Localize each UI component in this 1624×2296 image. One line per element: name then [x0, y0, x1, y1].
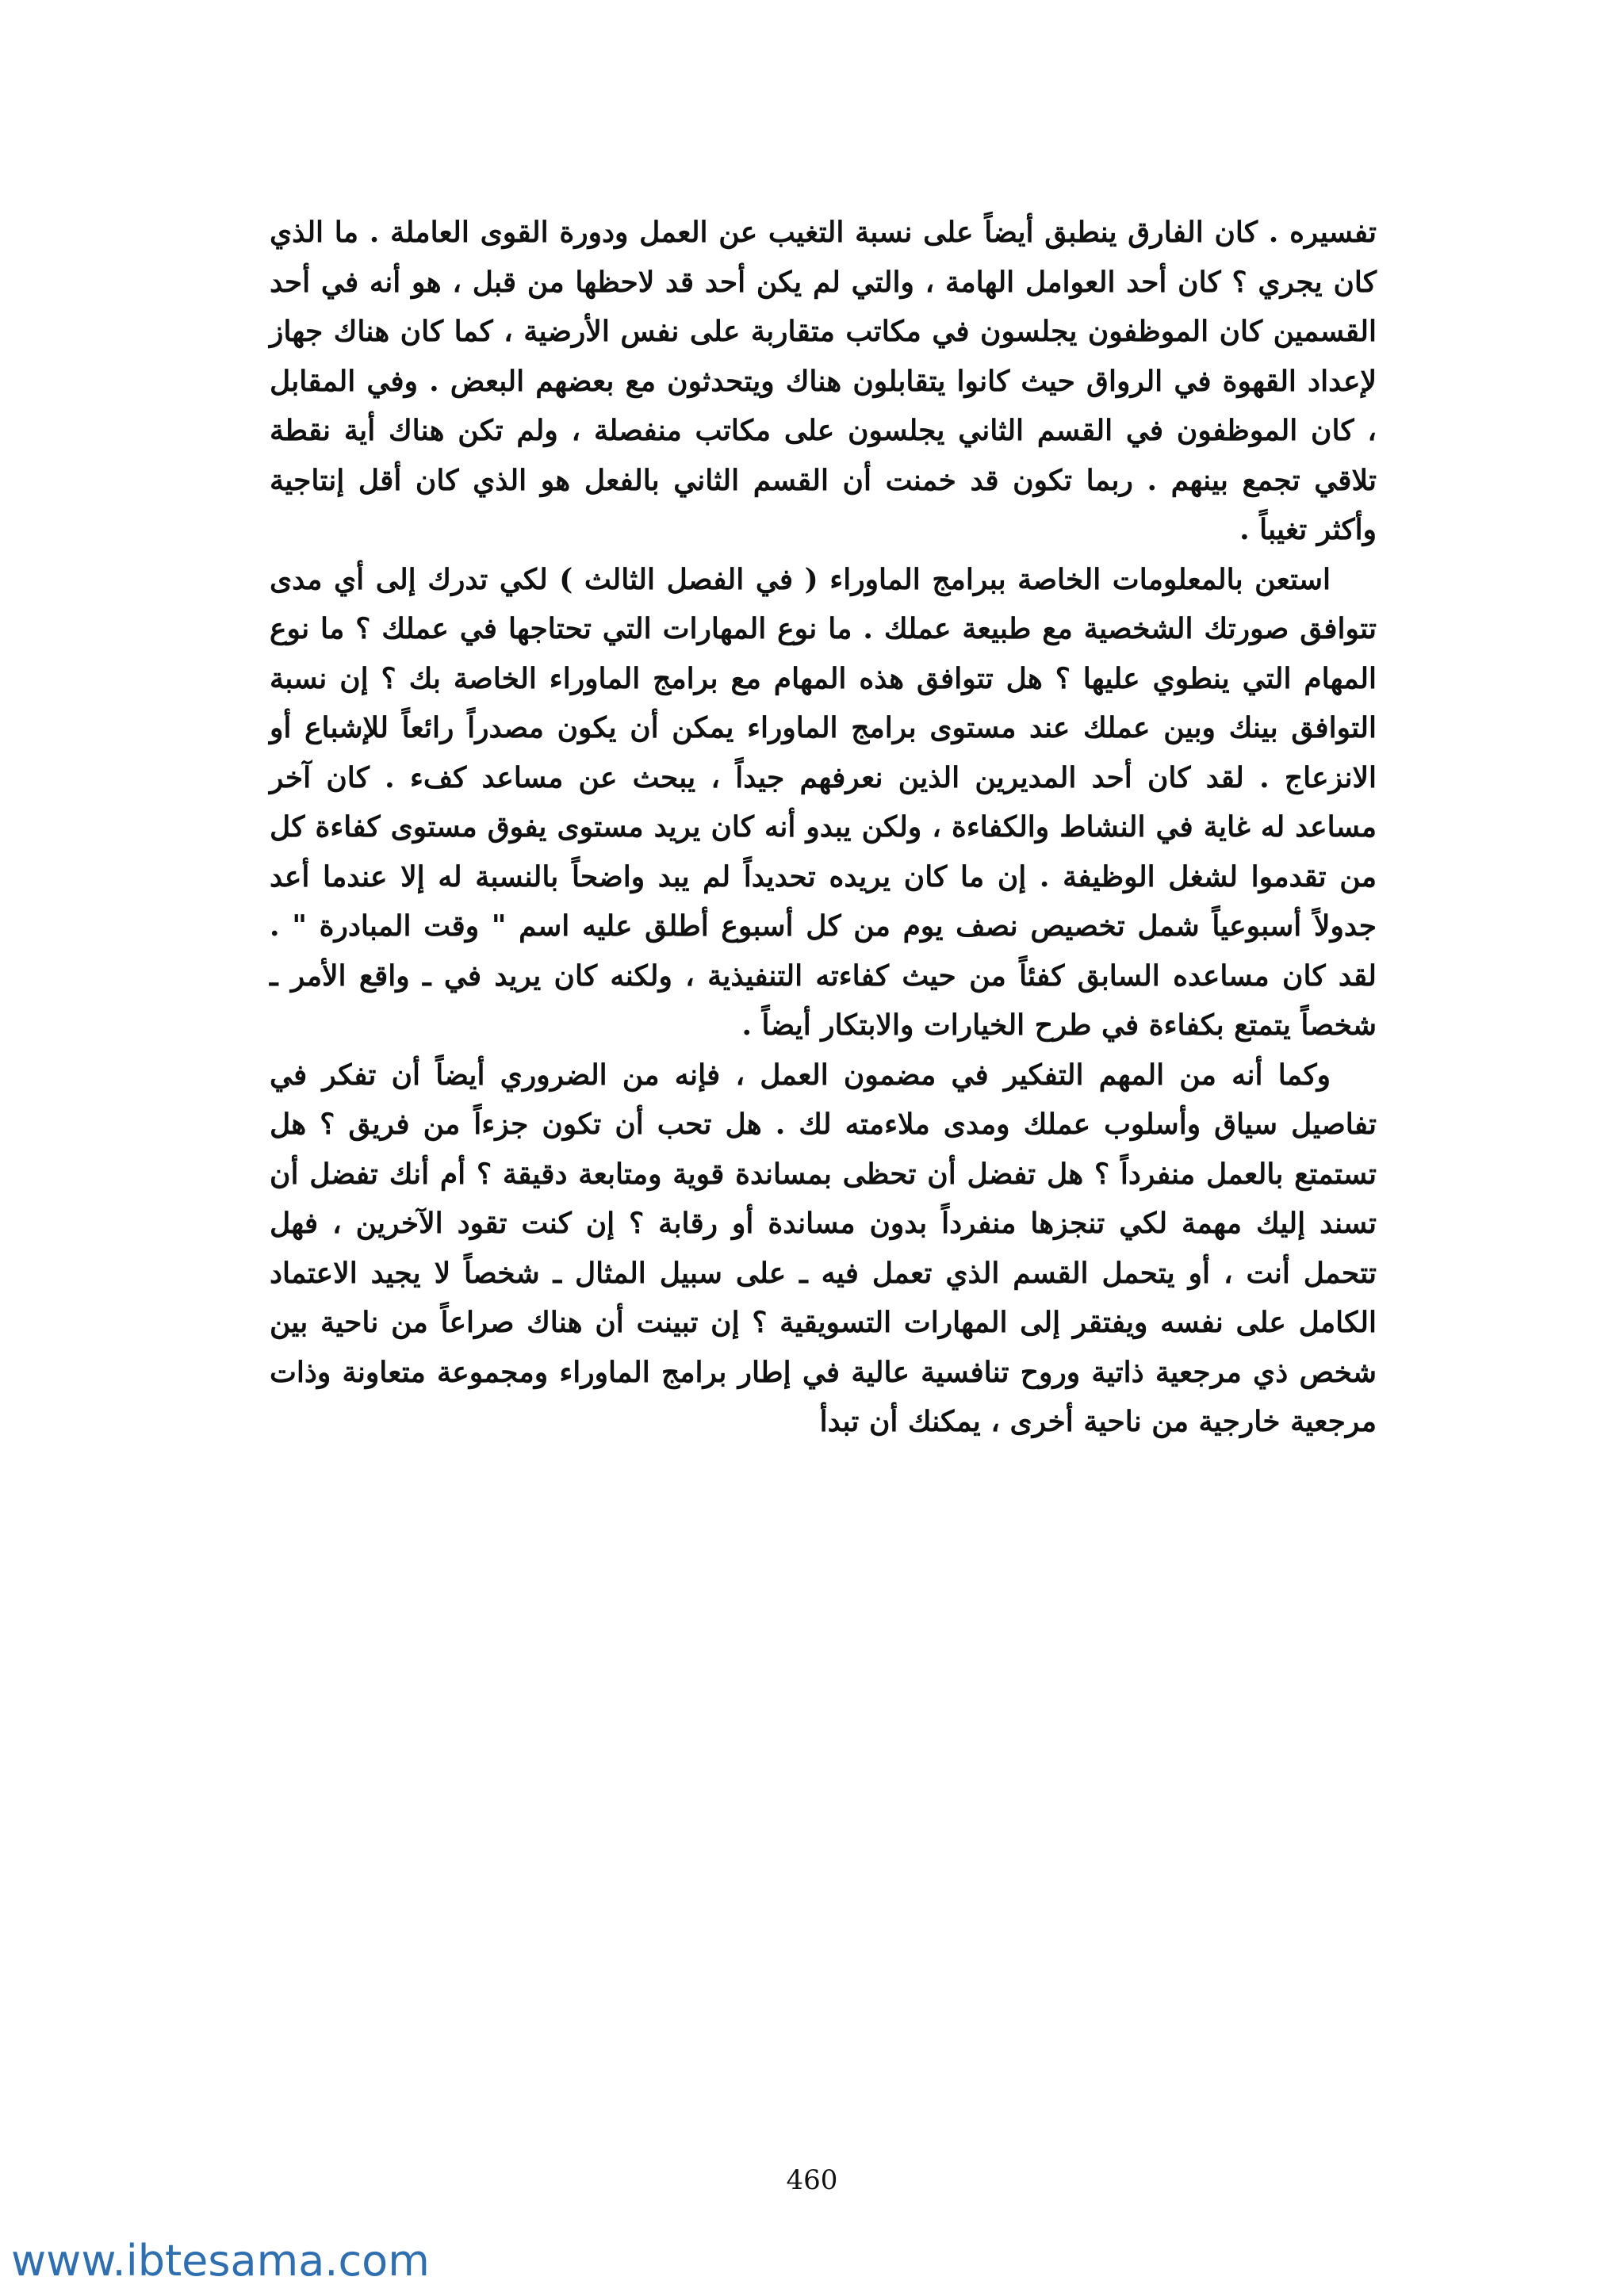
paragraph-1: تفسيره . كان الفارق ينطبق أيضاً على نسبة التغيب عن العمل ودورة القوى العاملة . ما الذي كان يجري ؟ كان أحد العوامل الهامة ، والتي لم يكن أحد قد لاحظها من قبل ، هو أنه في أحد القسمين كان الموظفون يجلسون في مكاتب متقاربة على نفس الأرضية ، كما كان هناك جهاز لإعداد القهوة في الرواق حيث كانوا يتقابلون هناك ويتحدثون مع بعضهم البعض . وفي المقابل ، كان الموظفون في القسم الثاني يجلسون على مكاتب منفصلة ، ولم تكن هناك أية نقطة تلاقي تجمع بينهم . ربما تكون قد خمنت أن القسم الثاني بالفعل هو الذي كان أقل إنتاجية وأكثر تغيباً .: [270, 216, 1377, 546]
page-number: 460: [786, 2164, 838, 2196]
body-text: [270, 208, 1377, 1447]
paragraph-3: وكما أنه من المهم التفكير في مضمون العمل ، فإنه من الضروري أيضاً أن تفكر في تفاصيل سياق وأسلوب عملك ومدى ملاءمته لك . هل تحب أن تكون جزءاً من فريق ؟ هل تستمتع بالعمل منفرداً ؟ هل تفضل أن تحظى بمساندة قوية ومتابعة دقيقة ؟ أم أنك تفضل أن تسند إليك مهمة لكي تنجزها منفرداً بدون مساندة أو رقابة ؟ إن كنت تقود الآخرين ، فهل تتحمل أنت ، أو يتحمل القسم الذي تعمل فيه ـ على سبيل المثال ـ شخصاً لا يجيد الاعتماد الكامل على نفسه ويفتقر إلى المهارات التسويقية ؟ إن تبينت أن هناك صراعاً من ناحية بين شخص ذي مرجعية ذاتية وروح تنافسية عالية في إطار برامج الماوراء ومجموعة متعاونة وذات مرجعية خارجية من ناحية أخرى ، يمكنك أن تبدأ: [270, 1058, 1377, 1438]
paragraph-2: استعن بالمعلومات الخاصة ببرامج الماوراء ( في الفصل الثالث ) لكي تدرك إلى أي مدى تتوافق صورتك الشخصية مع طبيعة عملك . ما نوع المهارات التي تحتاجها في عملك ؟ ما نوع المهام التي ينطوي عليها ؟ هل تتوافق هذه المهام مع برامج الماوراء الخاصة بك ؟ إن نسبة التوافق بينك وبين عملك عند مستوى برامج الماوراء يمكن أن يكون مصدراً رائعاً للإشباع أو الانزعاج . لقد كان أحد المديرين الذين نعرفهم جيداً ، يبحث عن مساعد كفء . كان آخر مساعد له غاية في النشاط والكفاءة ، ولكن يبدو أنه كان يريد مستوى يفوق مستوى كفاءة كل من تقدموا لشغل الوظيفة . إن ما كان يريده تحديداً لم يبد واضحاً بالنسبة له إلا عندما أعد جدولاً أسبوعياً شمل تخصيص نصف يوم من كل أسبوع أطلق عليه اسم " وقت المبادرة " . لقد كان مساعده السابق كفئاً من حيث كفاءته التنفيذية ، ولكنه كان يريد في ـ واقع الأمر ـ شخصاً يتمتع بكفاءة في طرح الخيارات والابتكار أيضاً .: [270, 562, 1377, 1042]
watermark-link[interactable]: www.ibtesama.com: [11, 2236, 430, 2286]
